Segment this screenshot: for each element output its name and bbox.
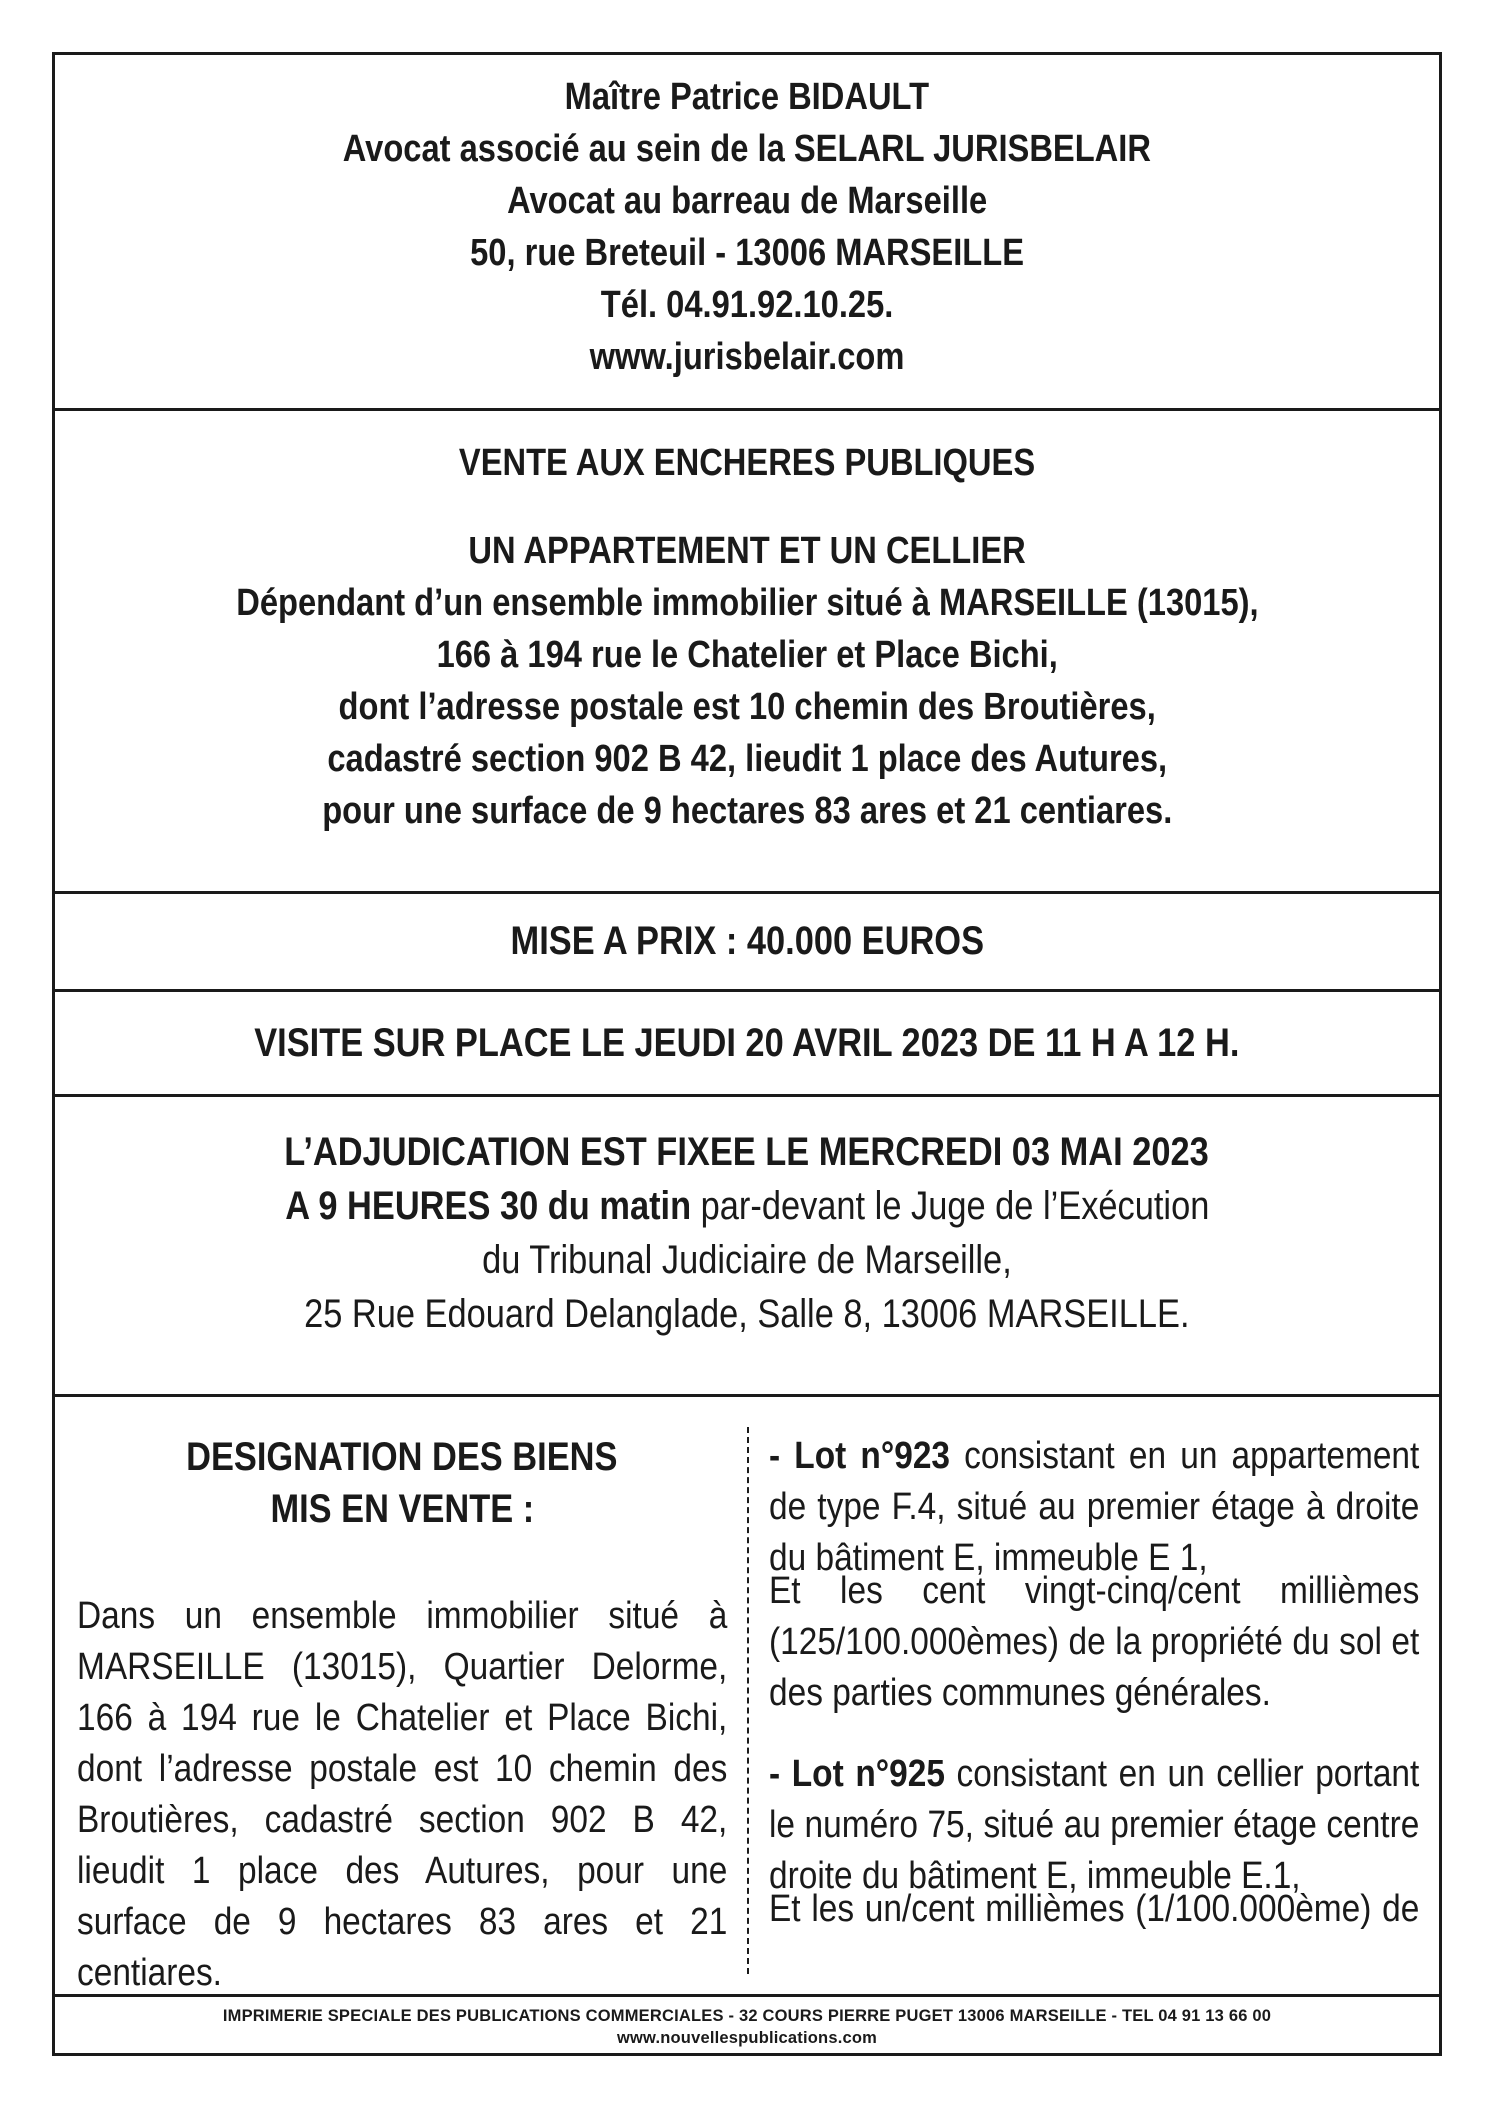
designation-right-column [769, 1431, 1419, 1935]
sale-location-line: Dépendant d’un ensemble immobilier situé à MARSEILLE (13015), [235, 582, 1259, 624]
adjudication-address: 25 Rue Edouard Delanglade, Salle 8, 13006 MARSEILLE. [304, 1292, 1190, 1336]
lot-923-share: Et les cent vingt-cinq/cent millièmes (125/100.000èmes) de la propriété du sol et des parties communes générales. [769, 1570, 1420, 1714]
column-divider [747, 1427, 749, 1974]
sale-location-line: 166 à 194 rue le Chatelier et Place Bichi, [436, 634, 1058, 676]
designation-heading: MIS EN VENTE : [270, 1487, 534, 1531]
lot-923 [769, 1431, 1419, 1584]
lot-923-label: - Lot n°923 [769, 1435, 951, 1477]
lot-925 [769, 1749, 1419, 1902]
sale-section [55, 411, 1439, 894]
printer-footer [55, 1997, 1439, 2059]
sale-title: VENTE AUX ENCHERES PUBLIQUES [458, 442, 1036, 484]
adjudication-time: A 9 HEURES 30 du matin [284, 1184, 691, 1228]
lot-925-label: - Lot n°925 [769, 1753, 945, 1795]
lawyer-address: 50, rue Breteuil - 13006 MARSEILLE [470, 232, 1024, 274]
starting-price: MISE A PRIX : 40.000 EUROS [510, 919, 984, 963]
adjudication-section [55, 1097, 1439, 1397]
adjudication-date: L’ADJUDICATION EST FIXEE LE MERCREDI 03 MAI 2023 [284, 1130, 1210, 1174]
lot-925-share: Et les un/cent millièmes (1/100.000ème) de [769, 1888, 1420, 1930]
designation-left-column [77, 1431, 727, 1999]
lot-923-description: consistant en un appartement de type F.4, situé au premier étage à droite du bâtiment E, immeuble E 1, [769, 1435, 1420, 1579]
sale-location-line: cadastré section 902 B 42, lieudit 1 place des Autures, [327, 738, 1167, 780]
lawyer-header [55, 55, 1439, 411]
printer-info: IMPRIMERIE SPECIALE DES PUBLICATIONS COMMERCIALES - 32 COURS PIERRE PUGET 13006 MARSEILLE - TEL 04 91 13 66 00 [222, 2007, 1272, 2025]
adjudication-court: du Tribunal Judiciaire de Marseille, [482, 1238, 1012, 1282]
printer-website[interactable]: www.nouvellespublications.com [616, 2029, 878, 2047]
designation-section [55, 1397, 1439, 1997]
lawyer-phone: Tél. 04.91.92.10.25. [600, 284, 894, 326]
designation-heading: DESIGNATION DES BIENS [186, 1435, 618, 1479]
lawyer-bar: Avocat au barreau de Marseille [506, 180, 988, 222]
lot-925-description: consistant en un cellier portant le numéro 75, situé au premier étage centre droite du bâtiment E, immeuble E.1, [769, 1753, 1420, 1897]
lawyer-firm: Avocat associé au sein de la SELARL JURISBELAIR [342, 128, 1152, 170]
sale-object: UN APPARTEMENT ET UN CELLIER [468, 530, 1026, 572]
adjudication-judge: par-devant le Juge de l’Exécution [690, 1184, 1210, 1228]
designation-paragraph: Dans un ensemble immobilier situé à MARSEILLE (13015), Quartier Delorme, 166 à 194 rue le Chatelier et Place Bichi, dont l’adresse postale est 10 chemin des Broutières, cadastré section 902 B 42, lieudit 1 place des Autures, pour une surface de 9 hectares 83 ares et 21 centiares. [77, 1595, 728, 1994]
visit-date: VISITE SUR PLACE LE JEUDI 20 AVRIL 2023 DE 11 H A 12 H. [254, 1020, 1240, 1065]
lawyer-name: Maître Patrice BIDAULT [564, 76, 930, 118]
lawyer-website[interactable]: www.jurisbelair.com [589, 336, 905, 378]
price-section [55, 894, 1439, 992]
sale-location-line: pour une surface de 9 hectares 83 ares et 21 centiares. [321, 790, 1173, 832]
sale-location-line: dont l’adresse postale est 10 chemin des Broutières, [338, 686, 1156, 728]
notice-frame [52, 52, 1442, 2056]
visit-section [55, 992, 1439, 1097]
